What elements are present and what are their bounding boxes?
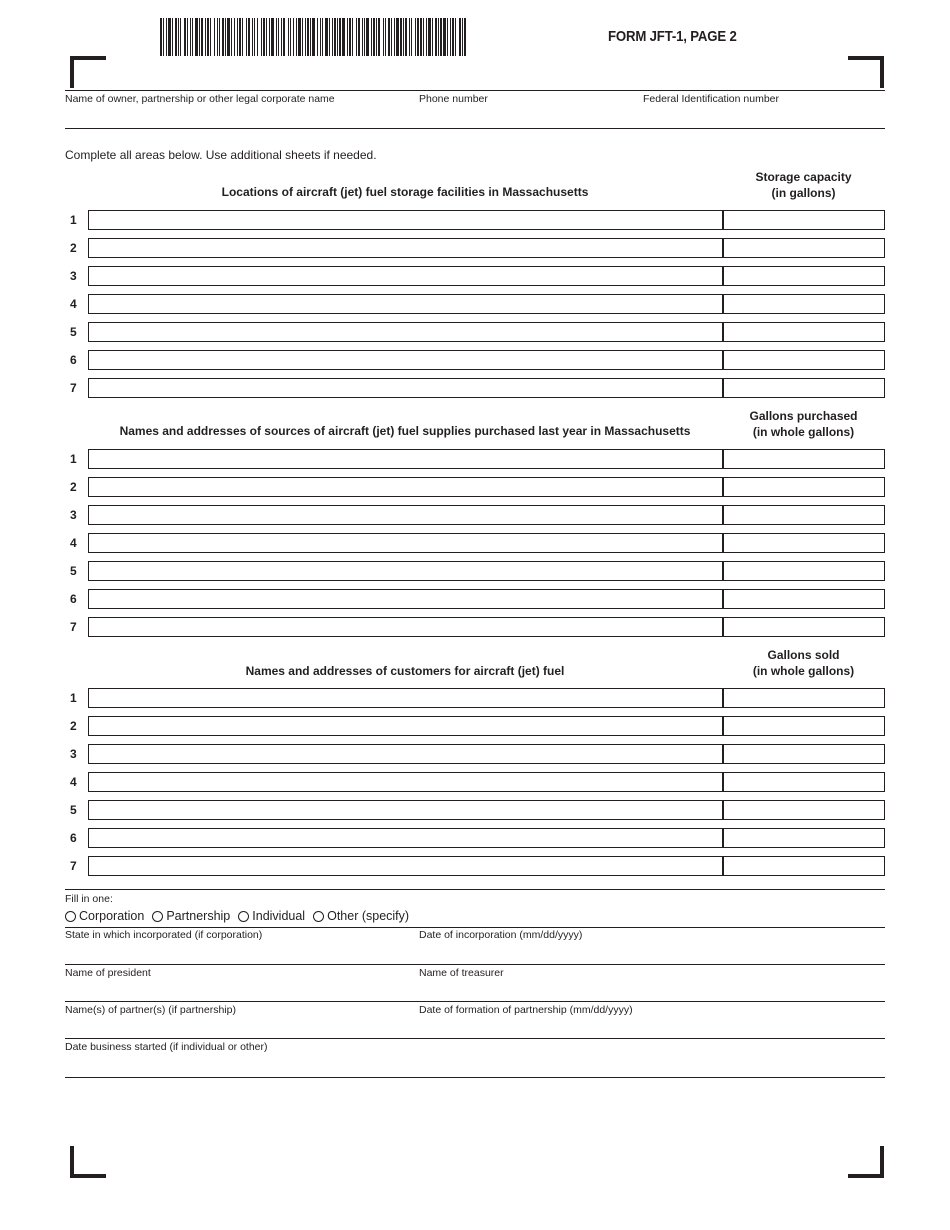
row-number: 3: [70, 747, 77, 761]
instructions-text: Complete all areas below. Use additional sheets if needed.: [65, 148, 377, 162]
rule-header-bottom: [65, 128, 885, 129]
gallons-sold-field[interactable]: [723, 800, 885, 820]
incorporation-date-label: Date of incorporation (mm/dd/yyyy): [419, 929, 583, 941]
fill-in-one-label: Fill in one:: [65, 893, 113, 905]
row-number: 5: [70, 803, 77, 817]
radio-individual[interactable]: [238, 909, 305, 923]
treasurer-name-label: Name of treasurer: [419, 967, 504, 979]
gallons-sold-field[interactable]: [723, 772, 885, 792]
storage-entry-field[interactable]: [88, 210, 723, 230]
storage-capacity-field[interactable]: [723, 238, 885, 258]
registration-mark-top-left: [70, 56, 106, 88]
gallons-sold-header-line1: Gallons sold: [767, 648, 840, 662]
row-number: 4: [70, 297, 77, 311]
storage-capacity-field[interactable]: [723, 294, 885, 314]
storage-entry-field[interactable]: [88, 322, 723, 342]
radio-individual-label: Individual: [252, 909, 306, 923]
registration-mark-bottom-right: [848, 1146, 884, 1178]
barcode-bar: [464, 18, 466, 56]
gallons-purchased-field[interactable]: [723, 477, 885, 497]
radio-corporation-label: Corporation: [79, 909, 145, 923]
gallons-purchased-field[interactable]: [723, 533, 885, 553]
row-number: 4: [70, 536, 77, 550]
radio-partnership[interactable]: [152, 909, 230, 923]
gallons-purchased-field[interactable]: [723, 505, 885, 525]
president-name-label: Name of president: [65, 967, 151, 979]
row-number: 6: [70, 353, 77, 367]
customers-entry-field[interactable]: [88, 856, 723, 876]
rule-1: [65, 927, 885, 928]
storage-entry-field[interactable]: [88, 294, 723, 314]
gallons-purchased-header-line1: Gallons purchased: [749, 409, 858, 423]
storage-capacity-field[interactable]: [723, 350, 885, 370]
storage-capacity-field[interactable]: [723, 266, 885, 286]
rule-3: [65, 1001, 885, 1002]
storage-entry-field[interactable]: [88, 378, 723, 398]
sources-entry-field[interactable]: [88, 589, 723, 609]
sources-entry-field[interactable]: [88, 561, 723, 581]
entity-type-radio-group: [65, 909, 417, 923]
barcode: [160, 18, 470, 56]
rule-2: [65, 964, 885, 965]
storage-entry-field[interactable]: [88, 238, 723, 258]
row-number: 3: [70, 508, 77, 522]
state-incorporated-label: State in which incorporated (if corporation): [65, 929, 263, 941]
storage-entry-field[interactable]: [88, 266, 723, 286]
row-number: 5: [70, 325, 77, 339]
phone-number-label: Phone number: [419, 93, 488, 105]
gallons-purchased-field[interactable]: [723, 617, 885, 637]
row-number: 5: [70, 564, 77, 578]
rule-4: [65, 1038, 885, 1039]
customers-entry-field[interactable]: [88, 688, 723, 708]
gallons-purchased-field[interactable]: [723, 589, 885, 609]
radio-other-label: Other (specify): [327, 909, 410, 923]
radio-partnership-label: Partnership: [166, 909, 231, 923]
row-number: 2: [70, 719, 77, 733]
sources-entry-field[interactable]: [88, 477, 723, 497]
radio-circle-icon[interactable]: [152, 911, 163, 922]
partners-name-label: Name(s) of partner(s) (if partnership): [65, 1004, 236, 1016]
radio-circle-icon[interactable]: [65, 911, 76, 922]
storage-capacity-field[interactable]: [723, 210, 885, 230]
rule-top: [65, 90, 885, 91]
row-number: 2: [70, 241, 77, 255]
radio-corporation[interactable]: [65, 909, 144, 923]
rule-entity-top: [65, 889, 885, 890]
gallons-purchased-header-line2: (in whole gallons): [752, 424, 855, 439]
customers-entry-field[interactable]: [88, 716, 723, 736]
gallons-sold-header-line2: (in whole gallons): [752, 663, 855, 678]
customers-section-title: Names and addresses of customers for aircraft (jet) fuel: [245, 664, 565, 678]
row-number: 2: [70, 480, 77, 494]
gallons-sold-header: [722, 648, 885, 679]
storage-capacity-field[interactable]: [723, 322, 885, 342]
radio-circle-icon[interactable]: [313, 911, 324, 922]
customers-entry-field[interactable]: [88, 744, 723, 764]
row-number: 7: [70, 620, 77, 634]
row-number: 4: [70, 775, 77, 789]
sources-section-title: Names and addresses of sources of aircraft (jet) fuel supplies purchased last year in Massachusetts: [119, 424, 691, 438]
row-number: 7: [70, 381, 77, 395]
customers-entry-field[interactable]: [88, 828, 723, 848]
fein-label: Federal Identification number: [643, 93, 779, 105]
row-number: 3: [70, 269, 77, 283]
storage-capacity-header-line1: Storage capacity: [755, 170, 852, 184]
row-number: 6: [70, 831, 77, 845]
radio-circle-icon[interactable]: [238, 911, 249, 922]
row-number: 1: [70, 213, 77, 227]
sources-entry-field[interactable]: [88, 533, 723, 553]
owner-name-label: Name of owner, partnership or other legal corporate name: [65, 93, 335, 105]
sources-entry-field[interactable]: [88, 505, 723, 525]
radio-other[interactable]: [313, 909, 409, 923]
customers-entry-field[interactable]: [88, 772, 723, 792]
row-number: 6: [70, 592, 77, 606]
storage-capacity-header: [722, 170, 885, 201]
row-number: 1: [70, 691, 77, 705]
customers-entry-field[interactable]: [88, 800, 723, 820]
form-id: FORM JFT-1, PAGE 2: [608, 28, 737, 45]
storage-capacity-header-line2: (in gallons): [771, 185, 836, 200]
rule-5: [65, 1077, 885, 1078]
gallons-purchased-header: [722, 409, 885, 440]
gallons-purchased-field[interactable]: [723, 561, 885, 581]
gallons-sold-field[interactable]: [723, 716, 885, 736]
storage-section-title: Locations of aircraft (jet) fuel storage facilities in Massachusetts: [221, 185, 589, 199]
storage-capacity-field[interactable]: [723, 378, 885, 398]
sources-entry-field[interactable]: [88, 449, 723, 469]
registration-mark-bottom-left: [70, 1146, 106, 1178]
row-number: 1: [70, 452, 77, 466]
sources-entry-field[interactable]: [88, 617, 723, 637]
gallons-purchased-field[interactable]: [723, 449, 885, 469]
gallons-sold-field[interactable]: [723, 828, 885, 848]
gallons-sold-field[interactable]: [723, 744, 885, 764]
partnership-formation-date-label: Date of formation of partnership (mm/dd/yyyy): [419, 1004, 633, 1016]
row-number: 7: [70, 859, 77, 873]
storage-entry-field[interactable]: [88, 350, 723, 370]
business-start-date-label: Date business started (if individual or other): [65, 1041, 268, 1053]
registration-mark-top-right: [848, 56, 884, 88]
gallons-sold-field[interactable]: [723, 856, 885, 876]
gallons-sold-field[interactable]: [723, 688, 885, 708]
